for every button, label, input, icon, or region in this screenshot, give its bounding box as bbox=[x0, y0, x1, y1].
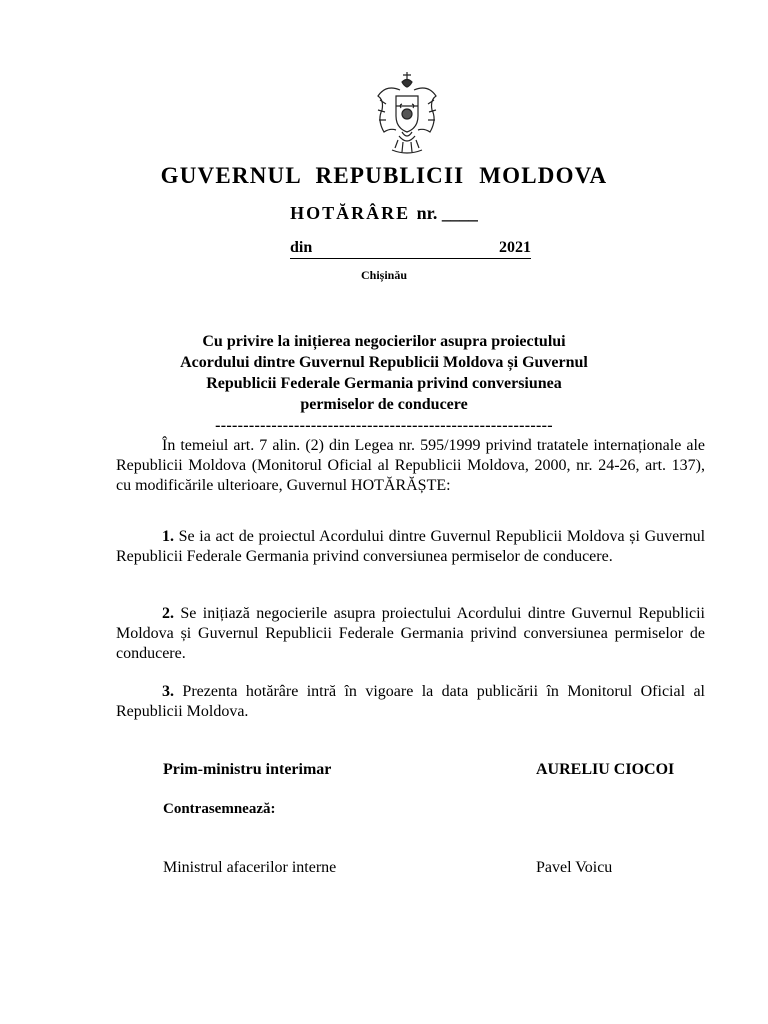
city-name: Chișinău bbox=[360, 268, 408, 282]
decree-heading bbox=[0, 203, 768, 224]
moldova-coat-of-arms-icon bbox=[372, 70, 442, 156]
article-number: 3. bbox=[162, 683, 174, 700]
subject-line: permiselor de conducere bbox=[300, 396, 468, 413]
countersign-label: Contrasemnează: bbox=[163, 801, 276, 817]
article-number: 2. bbox=[162, 605, 174, 622]
subject-line: Acordului dintre Guvernul Republicii Moldova și Guvernul bbox=[180, 354, 588, 371]
decree-number: nr. ____ bbox=[416, 203, 478, 223]
date-year: 2021 bbox=[499, 239, 531, 256]
decree-subject bbox=[0, 331, 768, 436]
article-3 bbox=[116, 682, 705, 722]
government-title: GUVERNUL REPUBLICII MOLDOVA bbox=[160, 163, 608, 188]
article-text: Se ia act de proiectul Acordului dintre Guvernul Republicii Moldova și Guvernul Republicii Federale Germania privind conversiunea permiselor de conducere. bbox=[116, 528, 706, 565]
subject-line: Cu privire la inițierea negocierilor asupra proiectului bbox=[202, 333, 566, 350]
subject-line: Republicii Federale Germania privind conversiunea bbox=[206, 375, 562, 392]
article-text: Prezenta hotărâre intră în vigoare la data publicării în Monitorul Oficial al Republicii Moldova. bbox=[116, 683, 706, 720]
article-1 bbox=[116, 527, 705, 567]
decree-date-line bbox=[290, 239, 531, 259]
minister-name: Pavel Voicu bbox=[536, 859, 613, 876]
subject-separator: ------------------------------------------------------------ bbox=[215, 417, 553, 434]
date-prefix: din bbox=[290, 239, 313, 256]
decree-label: HOTĂRÂRE bbox=[290, 203, 411, 223]
article-number: 1. bbox=[162, 528, 174, 545]
preamble-paragraph: În temeiul art. 7 alin. (2) din Legea nr. 595/1999 privind tratatele internaționale ale Republicii Moldova (Monitorul Oficial al Republicii Moldova, 2000, nr. 24-26, art. 137), cu modificările ulterioare, Guvernul HOTĂRĂȘTE: bbox=[116, 437, 705, 494]
prime-minister-role: Prim-ministru interimar bbox=[163, 761, 332, 778]
article-2 bbox=[116, 604, 705, 664]
minister-role: Ministrul afacerilor interne bbox=[163, 859, 337, 876]
article-text: Se inițiază negocierile asupra proiectului Acordului dintre Guvernul Republicii Moldova și Guvernul Republicii Federale Germania privind conversiunea permiselor de conducere. bbox=[116, 605, 705, 662]
prime-minister-name: AURELIU CIOCOI bbox=[536, 761, 675, 778]
